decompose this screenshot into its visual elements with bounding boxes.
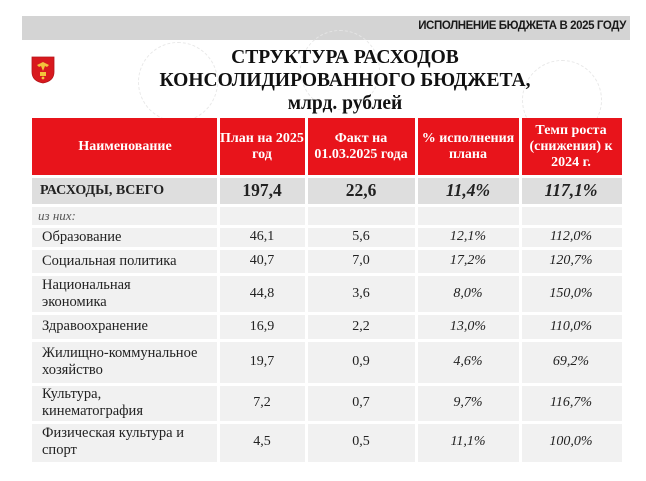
row-fact: 5,6 [352, 229, 370, 244]
row-growth: 69,2% [552, 354, 590, 369]
row-name: Здравоохранение [42, 318, 148, 334]
row-plan: 7,2 [253, 395, 271, 410]
total-fact: 22,6 [345, 180, 377, 200]
column-divider [305, 118, 308, 462]
title-line-2: КОНСОЛИДИРОВАННОГО БЮДЖЕТА, [159, 70, 531, 91]
row-pct: 9,7% [453, 395, 483, 410]
column-header-plan: План на 2025 год [218, 118, 306, 176]
row-fact: 2,2 [352, 318, 370, 334]
total-pct: 11,4% [445, 180, 491, 200]
row-divider [32, 312, 622, 315]
total-plan: 197,4 [242, 180, 282, 200]
row-plan: 4,5 [253, 434, 271, 449]
column-divider [415, 118, 418, 462]
row-divider [32, 247, 622, 250]
row-fact: 0,5 [352, 434, 370, 449]
coat-of-arms-icon [31, 56, 55, 84]
title-line-3: млрд. рублей [287, 93, 403, 114]
row-name: Физическая культура и спорт [42, 425, 184, 458]
row-plan: 46,1 [249, 229, 275, 244]
subheader-label: из них: [38, 207, 76, 223]
row-name: Образование [42, 228, 122, 245]
row-growth: 100,0% [549, 434, 593, 449]
column-header-fact: Факт на 01.03.2025 года [306, 118, 416, 176]
row-name: Национальная экономика [42, 276, 131, 310]
row-plan: 19,7 [249, 354, 275, 369]
row-plan: 40,7 [249, 253, 275, 268]
column-header-name: Наименование [32, 118, 218, 176]
column-header-pct: % исполнения плана [416, 118, 520, 176]
total-growth: 117,1% [544, 180, 598, 200]
row-growth: 116,7% [549, 395, 593, 410]
row-pct: 4,6% [453, 354, 483, 369]
column-divider [217, 118, 220, 462]
row-plan: 44,8 [249, 285, 275, 301]
row-divider [32, 421, 622, 424]
row-pct: 11,1% [450, 434, 486, 449]
row-fact: 7,0 [352, 253, 370, 268]
title-line-1: СТРУКТУРА РАСХОДОВ [231, 47, 459, 68]
row-fact: 0,7 [352, 395, 370, 410]
row-divider [32, 175, 622, 178]
row-name: Культура, кинематография [42, 386, 143, 419]
row-pct: 17,2% [449, 253, 487, 268]
row-growth: 112,0% [549, 229, 593, 244]
row-fact: 3,6 [352, 285, 370, 301]
row-divider [32, 204, 622, 207]
row-growth: 110,0% [549, 318, 593, 334]
row-plan: 16,9 [249, 318, 275, 334]
row-name: Социальная политика [42, 252, 177, 269]
page-title [140, 46, 550, 115]
budget-table [32, 118, 622, 462]
row-pct: 13,0% [449, 318, 487, 334]
row-pct: 8,0% [453, 285, 483, 301]
row-growth: 120,7% [549, 253, 593, 268]
row-divider [32, 383, 622, 386]
total-label: РАСХОДЫ, ВСЕГО [40, 182, 165, 198]
row-divider [32, 339, 622, 342]
row-divider [32, 273, 622, 276]
column-header-growth: Темп роста (снижения) к 2024 г. [520, 118, 622, 176]
row-divider [32, 225, 622, 228]
row-name: Жилищно-коммунальное хозяйство [42, 345, 198, 378]
column-divider [519, 118, 522, 462]
row-pct: 12,1% [449, 229, 487, 244]
banner-title: ИСПОЛНЕНИЕ БЮДЖЕТА В 2025 ГОДУ [418, 20, 626, 32]
row-fact: 0,9 [352, 354, 370, 369]
row-growth: 150,0% [549, 285, 593, 301]
